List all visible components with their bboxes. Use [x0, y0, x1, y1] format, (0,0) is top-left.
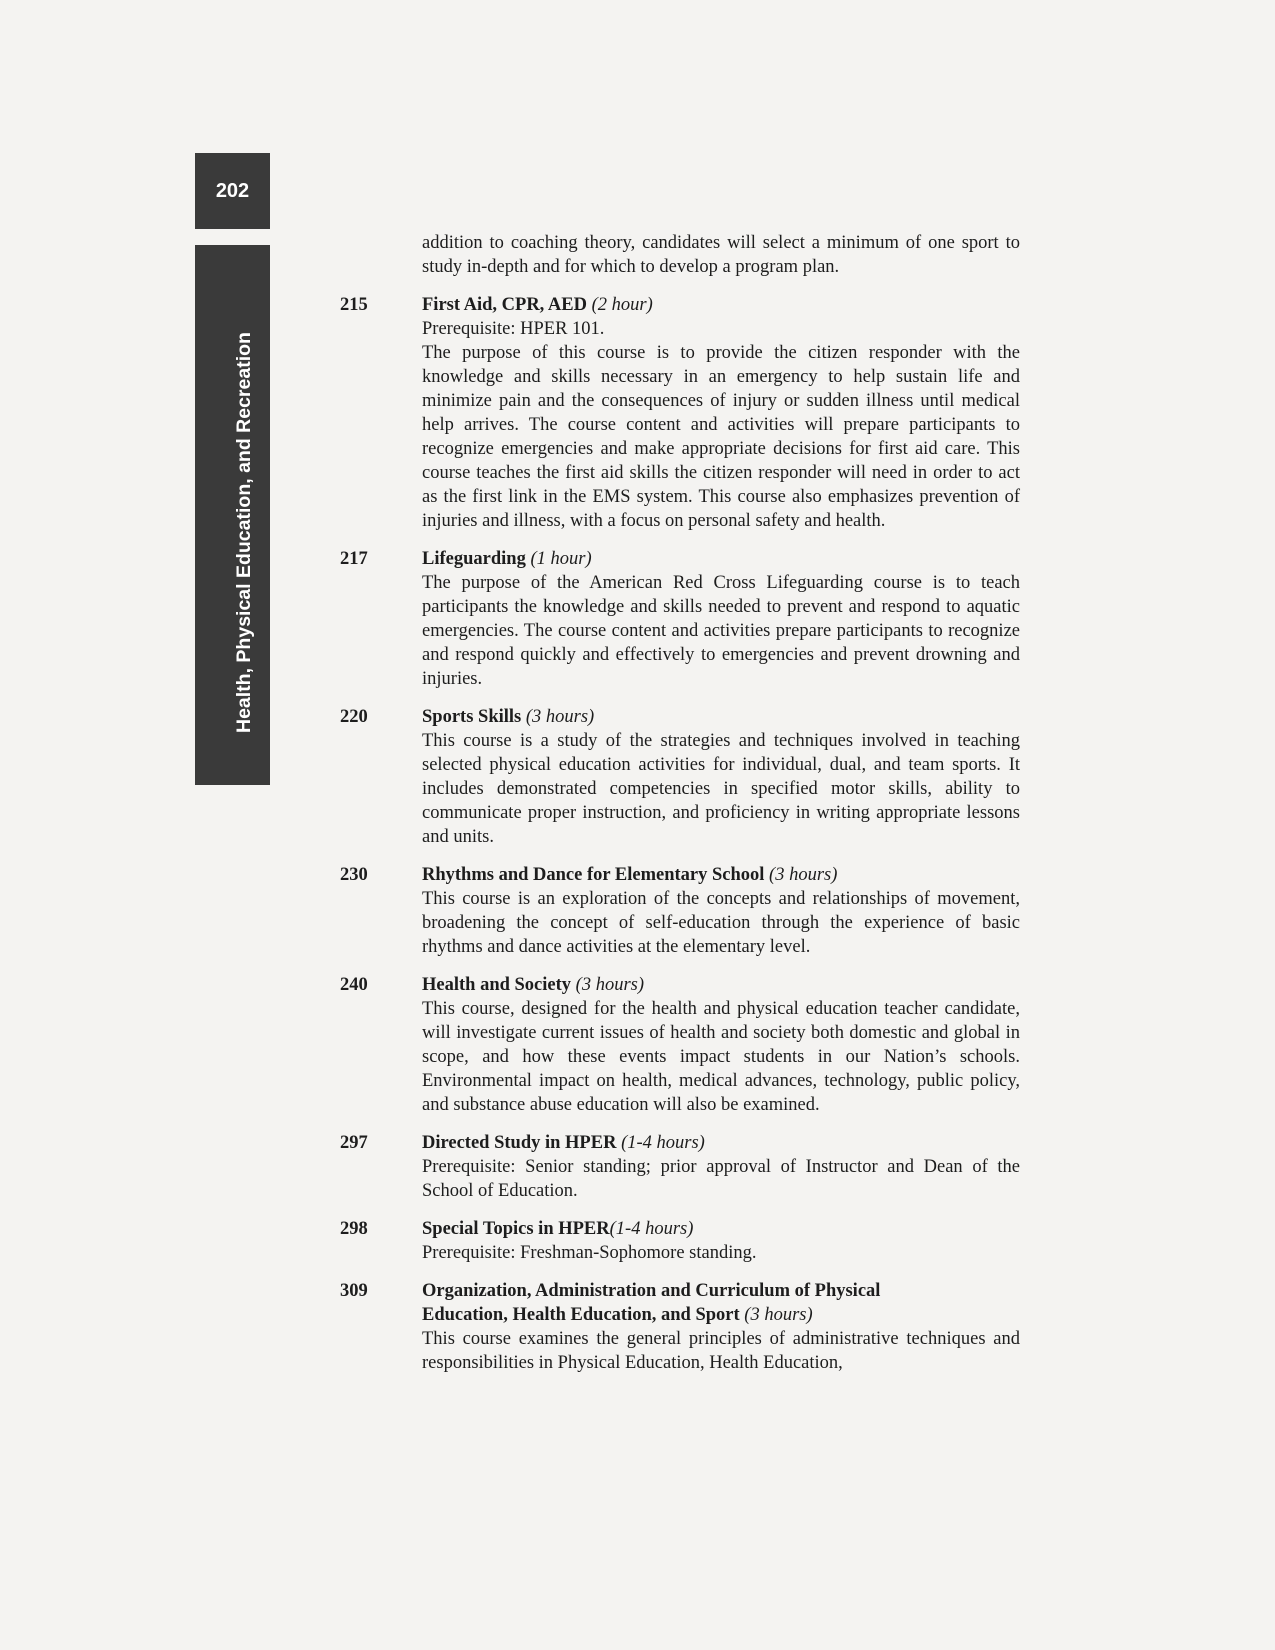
course-number: 230 [340, 865, 368, 885]
course-hours: (3 hours) [744, 1305, 813, 1325]
course-number: 298 [340, 1219, 368, 1239]
course-entry [340, 547, 1020, 691]
course-hours: (3 hours) [575, 975, 645, 995]
course-hours: (1-4 hours) [609, 1219, 694, 1239]
course-title-line-1: Organization, Administration and Curriculum of Physical [422, 1281, 881, 1301]
course-hours: (1-4 hours) [621, 1133, 705, 1153]
page-number-tab [195, 153, 270, 229]
section-tab-label: Health, Physical Education, and Recreation [233, 332, 255, 733]
course-description: The purpose of this course is to provide the citizen responder with the knowledge and skills necessary in an emergency to help sustain life and minimize pain and the consequences of injury or sudden illness until medical help arrives. The course content and activities will prepare participants to recognize emergencies and make appropriate decisions for first aid care. This course teaches the first aid skills the citizen responder will need in order to act as the first link in the EMS system. This course also emphasizes prevention of injuries and illness, with a focus on personal safety and health. [422, 343, 1020, 531]
course-description: The purpose of the American Red Cross Lifeguarding course is to teach participants the knowledge and skills needed to prevent and respond to aquatic emergencies. The course content and activities prepare participants to recognize and respond quickly and effectively to emergencies and prevent drowning and injuries. [422, 573, 1020, 689]
course-prerequisite: Prerequisite: Senior standing; prior approval of Instructor and Dean of the School of Education. [422, 1157, 1020, 1201]
course-entry [340, 863, 1020, 959]
course-title: Directed Study in HPER [422, 1133, 617, 1153]
course-title: Sports Skills [422, 707, 522, 727]
course-hours: (1 hour) [530, 549, 592, 569]
course-entry [340, 1279, 1020, 1375]
course-entry [340, 1217, 1020, 1265]
course-title: First Aid, CPR, AED [422, 295, 587, 315]
course-hours: (2 hour) [591, 295, 653, 315]
course-hours: (3 hours) [525, 707, 595, 727]
course-description: This course is an exploration of the concepts and relationships of movement, broadening the concept of self-education through the experience of basic rhythms and dance activities at the elementary level. [422, 889, 1020, 957]
course-title: Health and Society [422, 975, 572, 995]
course-description: This course is a study of the strategies and techniques involved in teaching selected physical education activities for individual, dual, and team sports. It includes demonstrated competencies in specified motor skills, ability to communicate proper instruction, and proficiency in writing appropriate lessons and units. [422, 731, 1020, 847]
course-number: 217 [340, 549, 368, 569]
course-prerequisite: Prerequisite: Freshman-Sophomore standing. [422, 1243, 757, 1263]
course-title: Lifeguarding [422, 549, 526, 569]
course-description: This course, designed for the health and physical education teacher candidate, will investigate current issues of health and society both domestic and global in scope, and how these events impact students in our Nation’s schools. Environmental impact on health, medical advances, technology, public policy, and substance abuse education will also be examined. [422, 999, 1020, 1115]
course-listing [340, 231, 1020, 1375]
course-number: 215 [340, 295, 368, 315]
course-title: Rhythms and Dance for Elementary School [422, 865, 765, 885]
course-hours: (3 hours) [769, 865, 838, 885]
course-description: This course examines the general principles of administrative techniques and responsibilities in Physical Education, Health Education, [422, 1329, 1020, 1373]
course-number: 220 [340, 707, 368, 727]
course-number: 297 [340, 1133, 368, 1153]
course-title-line-2: Education, Health Education, and Sport [422, 1305, 740, 1325]
course-entry [340, 1131, 1020, 1203]
course-number: 240 [340, 975, 368, 995]
course-entry [340, 293, 1020, 533]
course-number: 309 [340, 1281, 368, 1301]
continued-description: addition to coaching theory, candidates will select a minimum of one sport to study in-depth and for which to develop a program plan. [422, 233, 1020, 277]
course-entry [340, 973, 1020, 1117]
course-prerequisite: Prerequisite: HPER 101. [422, 319, 605, 339]
section-tab [195, 245, 270, 785]
page-number: 202 [215, 179, 250, 202]
course-entry [340, 705, 1020, 849]
course-title: Special Topics in HPER [422, 1219, 610, 1239]
